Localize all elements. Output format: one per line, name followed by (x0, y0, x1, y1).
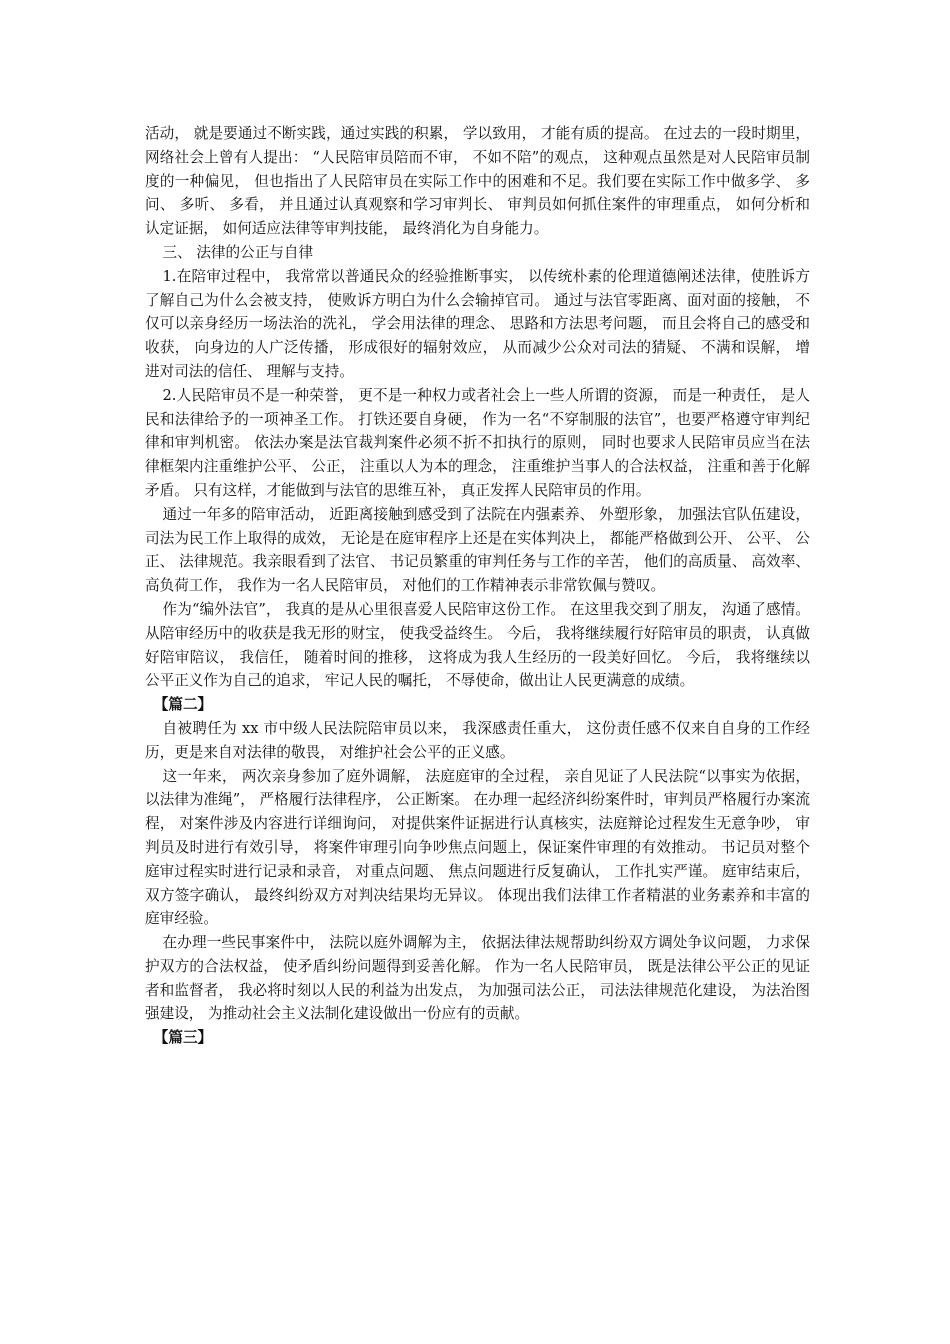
paragraph-section3-summary: 通过一年多的陪审活动， 近距离接触到感受到了法院在内强素养、 外塑形象， 加强法官队伍建设， 司法为民工作上取得的成效， 无论是在庭审程序上还是在实体判决上， 都能严格做到公开、 公平、 公正、 法律规范。我亲眼看到了法官、 书记员繁重的审判任务与工作的辛苦， 他们的高质量、 高效率、 高负荷工作， 我作为一名人民陪审员， 对他们的工作精神表示非常钦佩与赞叹。 (145, 505, 810, 595)
document-page (145, 122, 810, 1050)
section-heading-3: 三、 法律的公正与自律 (162, 243, 314, 261)
paragraph-intro: 活动， 就是要通过不断实践，通过实践的积累， 学以致用， 才能有质的提高。 在过去的一段时期里， 网络社会上曾有人提出： “人民陪审员陪而不审， 不如不陪”的观点， 这种观点虽然是对人民陪审员制度的一种偏见， 但也指出了人民陪审员在实际工作中的困难和不足。我们要在实际工作中做多学、 多问、 多听、 多看， 并且通过认真观察和学习审判长、 审判员如何抓住案件的审理重点， 如何分析和认定证据， 如何适应法律等审判技能， 最终消化为自身能力。 (145, 125, 810, 238)
paragraph-part2-3: 在办理一些民事案件中， 法院以庭外调解为主， 依据法律法规帮助纠纷双方调处争议问题， 力求保护双方的合法权益， 使矛盾纠纷问题得到妥善化解。 作为一名人民陪审员， 既是法律公平公正的见证者和监督者， 我必将时刻以人民的利益为出发点， 为加强司法公正， 司法法律规范化建设， 为法治图强建设， 为推动社会主义法制化建设做出一份应有的贡献。 (145, 934, 810, 1023)
part-heading-3: 【篇三】 (153, 1029, 213, 1047)
paragraph-part2-1: 自被聘任为 xx 市中级人民法院陪审员以来， 我深感责任重大， 这份责任感不仅来自自身的工作经历，更是来自对法律的敬畏， 对维护社会公平的正义感。 (145, 719, 810, 761)
paragraph-section3-item1: 1.在陪审过程中， 我常常以普通民众的经验推断事实， 以传统朴素的伦理道德阐述法律，使胜诉方了解自己为什么会被支持， 使败诉方明白为什么会输掉官司。 通过与法官零距离、面对面的接触， 不仅可以亲身经历一场法治的洗礼， 学会用法律的理念、 思路和方法思考问题， 而且会将自己的感受和收获， 向身边的人广泛传播， 形成很好的辐射效应， 从而减少公众对司法的猜疑、 不满和误解， 增进对司法的信任、 理解与支持。 (145, 267, 810, 380)
part-heading-2: 【篇二】 (153, 696, 213, 714)
paragraph-part2-2: 这一年来， 两次亲身参加了庭外调解， 法庭庭审的全过程， 亲自见证了人民法院“以事实为依据， 以法律为准绳”， 严格履行法律程序， 公正断案。 在办理一起经济纠纷案件时，审判员严格履行办案流程， 对案件涉及内容进行详细询问， 对提供案件证据进行认真核实，法庭辩论过程发生无意争吵， 审判员及时进行有效引导， 将案件审理引向争吵焦点问题上，保证案件审理的有效推动。 书记员对整个庭审过程实时进行记录和录音， 对重点问题、 焦点问题进行反复确认， 工作扎实严谨。 庭审结束后， 双方签字确认， 最终纠纷双方对判决结果均无异议。 体现出我们法律工作者精湛的业务素养和丰富的庭审经验。 (145, 767, 810, 928)
paragraph-section3-item2: 2.人民陪审员不是一种荣誉， 更不是一种权力或者社会上一些人所谓的资源， 而是一种责任， 是人民和法律给予的一项神圣工作。 打铁还要自身硬， 作为一名“不穿制服的法官”，也要严格遵守审判纪律和审判机密。 依法办案是法官裁判案件必须不折不扣执行的原则， 同时也要求人民陪审员应当在法律框架内注重维护公平、 公正， 注重以人为本的理念， 注重维护当事人的合法权益， 注重和善于化解矛盾。 只有这样，才能做到与法官的思维互补， 真正发挥人民陪审员的作用。 (145, 386, 810, 499)
paragraph-section3-closing: 作为“编外法官”， 我真的是从心里很喜爱人民陪审这份工作。 在这里我交到了朋友， 沟通了感情。 从陪审经历中的收获是我无形的财宝， 使我受益终生。 今后， 我将继续履行好陪审员的职责， 认真做好陪审陪议， 我信任， 随着时间的推移， 这将成为我人生经历的一段美好回忆。 今后， 我将继续以公平正义作为自己的追求， 牢记人民的嘱托， 不辱使命，做出让人民更满意的成绩。 (145, 600, 810, 690)
